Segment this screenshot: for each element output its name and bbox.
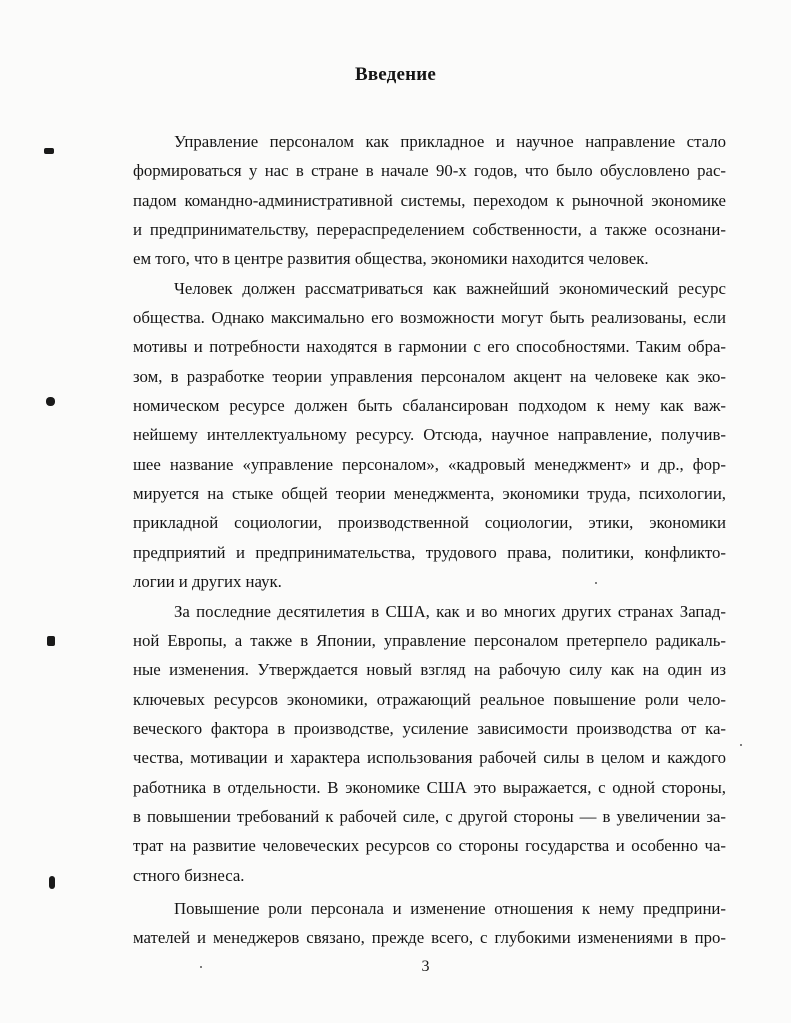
text-line: стного бизнеса. [133, 865, 245, 885]
body-text [133, 127, 726, 953]
text-line: веческого фактора в производстве, усиление зависимости производства от ка- [133, 718, 726, 738]
text-line: ные изменения. Утверждается новый взгляд на рабочую силу как на один из [133, 660, 726, 680]
text-line: и предпринимательству, перераспределением собственности, а также осознани- [133, 220, 726, 240]
text-line: логии и других наук. [133, 572, 282, 592]
text-line: мотивы и потребности находятся в гармонии с его способностями. Таким обра- [133, 337, 726, 357]
text-line: чества, мотивации и характера использования рабочей силы в целом и каждого [133, 748, 726, 768]
text-line: общества. Однако максимально его возможности могут быть реализованы, если [133, 308, 726, 328]
text-line: шее название «управление персоналом», «кадровый менеджмент» и др., фор- [133, 454, 726, 474]
paragraph-4 [133, 894, 726, 953]
text-line: зом, в разработке теории управления персоналом акцент на человеке как эко- [133, 366, 726, 386]
text-line: нейшему интеллектуальному ресурсу. Отсюда, научное направление, получив- [133, 425, 726, 445]
text-line: в повышении требований к рабочей силе, с другой стороны — в увеличении за- [133, 806, 726, 826]
text-line: ем того, что в центре развития общества, экономики находится человек. [133, 249, 649, 269]
text-line: ной Европы, а также в Японии, управление персоналом претерпело радикаль- [133, 630, 726, 650]
text-line: работника в отдельности. В экономике США это выражается, с одной стороны, [133, 777, 726, 797]
text-line: За последние десятилетия в США, как и во многих других странах Запад- [174, 601, 726, 621]
scan-mark [44, 148, 54, 154]
text-line: трат на развитие человеческих ресурсов со стороны государства и особенно ча- [133, 836, 726, 856]
text-line: предприятий и предпринимательства, трудового права, политики, конфликто- [133, 542, 726, 562]
text-line: мателей и менеджеров связано, прежде всего, с глубокими изменениями в про- [133, 928, 726, 948]
scan-mark [49, 876, 55, 889]
paragraph-2 [133, 274, 726, 597]
text-line: формироваться у нас в стране в начале 90-х годов, что было обусловлено рас- [133, 161, 726, 181]
text-line: Человек должен рассматриваться как важнейший экономический ресурс [174, 278, 726, 298]
page-title: Введение [354, 64, 437, 85]
text-line: мируется на стыке общей теории менеджмента, экономики труда, психологии, [133, 484, 726, 504]
scan-speck [740, 744, 742, 746]
text-line: номическом ресурсе должен быть сбалансирован подходом к нему как важ- [133, 396, 726, 416]
paragraph-1 [133, 127, 726, 274]
scan-mark [46, 397, 55, 406]
page-number: 3 [421, 958, 430, 975]
scan-mark [47, 636, 55, 646]
text-line: Повышение роли персонала и изменение отношения к нему предприни- [174, 898, 726, 918]
text-line: прикладной социологии, производственной социологии, этики, экономики [133, 513, 726, 533]
text-line: ключевых ресурсов экономики, отражающий реальное повышение роли чело- [133, 689, 726, 709]
paragraph-3 [133, 597, 726, 890]
text-line: Управление персоналом как прикладное и научное направление стало [174, 132, 726, 151]
text-line: падом командно-административной системы, переходом к рыночной экономике [133, 190, 726, 210]
